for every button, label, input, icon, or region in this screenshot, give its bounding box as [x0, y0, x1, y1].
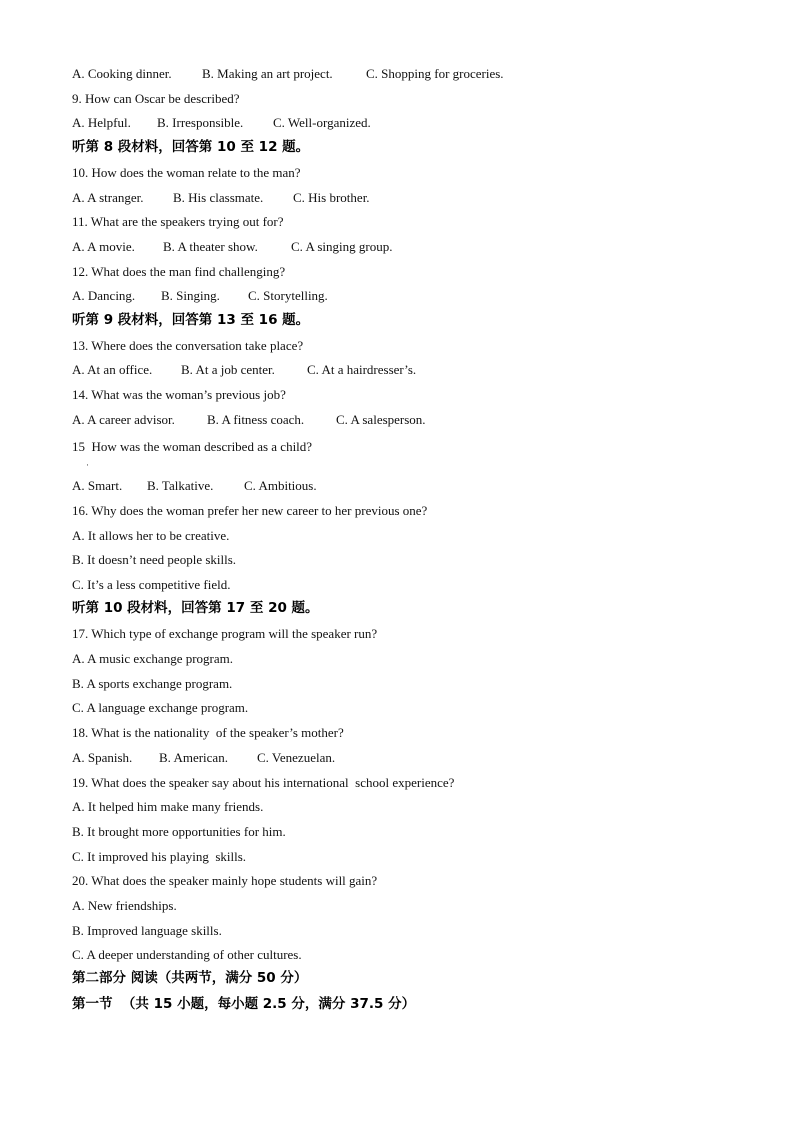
option-a: A. It allows her to be creative. [72, 528, 230, 543]
question-9: 9. How can Oscar be described? [72, 91, 240, 106]
option-b: B. American. [159, 750, 228, 765]
part-heading: 第二部分 阅读（共两节，满分 50 分） [72, 970, 308, 986]
option-b: B. Making an art project. [202, 66, 333, 81]
option-b: B. A fitness coach. [207, 412, 305, 427]
option-a: A. A music exchange program. [72, 651, 234, 666]
options-line [72, 750, 335, 766]
option-c: C. A language exchange program. [72, 700, 249, 715]
option-b: B. Irresponsible. [157, 115, 244, 130]
options-line [72, 239, 393, 255]
question-20: 20. What does the speaker mainly hope students will gain? [72, 873, 378, 888]
option-c: C. Shopping for groceries. [366, 66, 504, 81]
options-line [72, 190, 370, 206]
section-heading: 听第 8 段材料，回答第 10 至 12 题。 [72, 139, 310, 155]
option-a: A. New friendships. [72, 898, 177, 913]
question-19: 19. What does the speaker say about his international school experience? [72, 775, 455, 790]
option-a: A. Cooking dinner. [72, 66, 172, 81]
option-a: A. Smart. [72, 478, 123, 493]
option-b: B. Talkative. [147, 478, 214, 493]
question-15: 15 How was the woman described as a child? [72, 439, 313, 454]
option-b: B. His classmate. [173, 190, 264, 205]
option-c: C. It’s a less competitive field. [72, 577, 231, 592]
option-a: A. It helped him make many friends. [72, 799, 264, 814]
option-b: B. A sports exchange program. [72, 676, 233, 691]
options-line [72, 66, 504, 82]
question-12: 12. What does the man find challenging? [72, 264, 286, 279]
option-c: C. A singing group. [291, 239, 393, 254]
question-13: 13. Where does the conversation take place? [72, 338, 304, 353]
section-heading: 听第 10 段材料，回答第 17 至 20 题。 [72, 600, 319, 616]
option-b: B. A theater show. [163, 239, 258, 254]
stray-dot: · [86, 460, 89, 470]
options-line [72, 478, 317, 494]
option-a: A. Dancing. [72, 288, 136, 303]
option-a: A. Helpful. [72, 115, 131, 130]
option-b: B. Singing. [161, 288, 220, 303]
options-line [72, 115, 371, 131]
question-14: 14. What was the woman’s previous job? [72, 387, 286, 402]
options-line [72, 362, 416, 378]
section-heading: 听第 9 段材料，回答第 13 至 16 题。 [72, 312, 310, 328]
option-c: C. His brother. [293, 190, 370, 205]
options-line [72, 288, 328, 304]
option-b: B. It brought more opportunities for him. [72, 824, 286, 839]
option-c: C. Well-organized. [273, 115, 371, 130]
option-a: A. A stranger. [72, 190, 144, 205]
option-c: C. A deeper understanding of other cultures. [72, 947, 302, 962]
option-a: A. At an office. [72, 362, 153, 377]
question-11: 11. What are the speakers trying out for? [72, 214, 284, 229]
option-c: C. Venezuelan. [257, 750, 336, 765]
option-c: C. It improved his playing skills. [72, 849, 247, 864]
option-b: B. Improved language skills. [72, 923, 222, 938]
option-c: C. At a hairdresser’s. [307, 362, 417, 377]
question-16: 16. Why does the woman prefer her new career to her previous one? [72, 503, 428, 518]
option-b: B. It doesn’t need people skills. [72, 552, 237, 567]
option-c: C. Storytelling. [248, 288, 328, 303]
option-c: C. Ambitious. [244, 478, 317, 493]
subsection-heading: 第一节 （共 15 小题，每小题 2.5 分，满分 37.5 分） [72, 996, 416, 1012]
option-a: A. A movie. [72, 239, 135, 254]
option-a: A. A career advisor. [72, 412, 175, 427]
option-c: C. A salesperson. [336, 412, 426, 427]
question-10: 10. How does the woman relate to the man? [72, 165, 301, 180]
options-line [72, 412, 426, 428]
option-a: A. Spanish. [72, 750, 133, 765]
question-18: 18. What is the nationality of the speaker’s mother? [72, 725, 344, 740]
question-17: 17. Which type of exchange program will the speaker run? [72, 626, 378, 641]
option-b: B. At a job center. [181, 362, 275, 377]
